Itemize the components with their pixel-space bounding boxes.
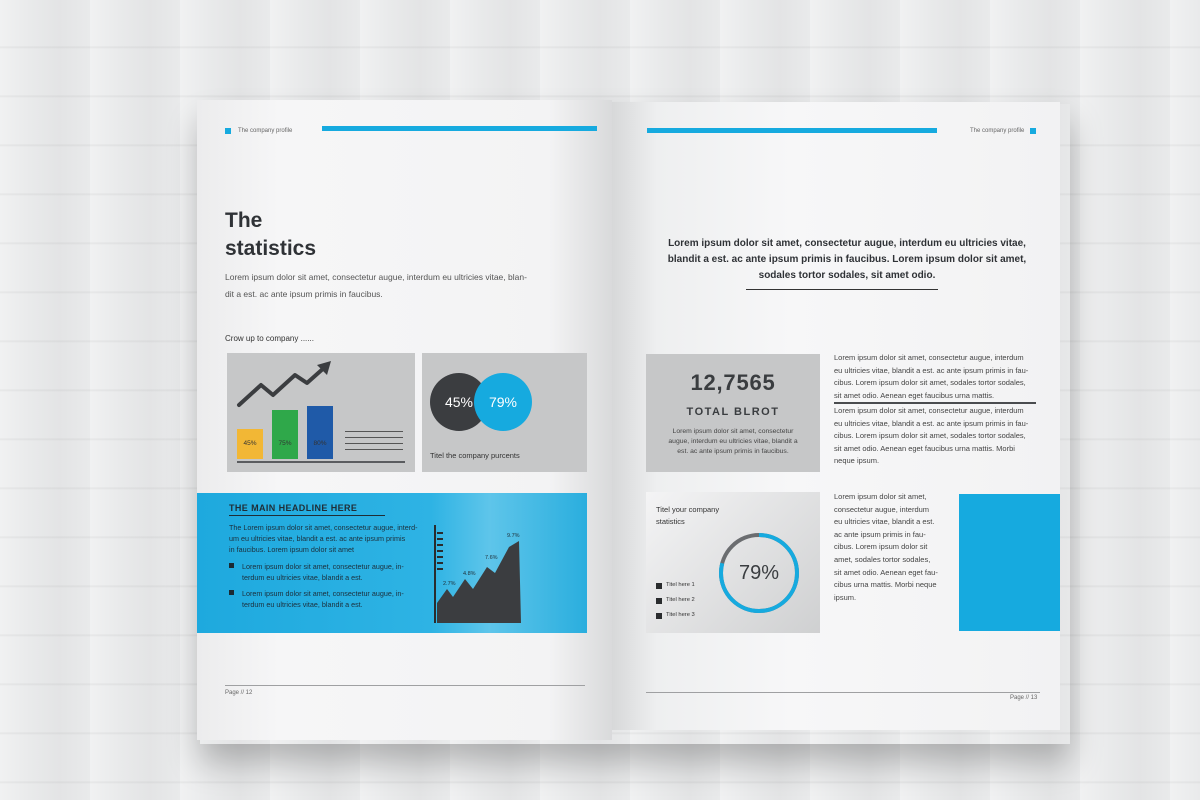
headline-body-1: The Lorem ipsum dolor sit amet, consectetur augue, interd- — [229, 523, 418, 532]
bar-label-3: 80% — [313, 440, 327, 447]
header-label: The company profile — [238, 128, 293, 134]
percent-panel — [422, 353, 587, 472]
para2 — [834, 405, 1039, 468]
header-bar — [322, 126, 597, 131]
stat-number: 12,7565 — [690, 370, 776, 395]
headline-body-2: um eu ultricies vitae, blandit a est. ac ante ipsum primis — [229, 534, 406, 543]
legend-item-2: Titel here 2 — [666, 597, 695, 603]
para1 — [834, 352, 1039, 402]
legend-square-icon — [656, 583, 662, 589]
donut-panel — [646, 492, 820, 633]
headline-underline — [229, 515, 385, 516]
header-bar — [647, 128, 937, 133]
header-marker — [1030, 128, 1036, 134]
para2-line: eu ultricies vitae, blandit a est. ac ante ipsum primis in fau- — [834, 418, 1029, 428]
headline-panel — [197, 493, 587, 633]
area-label-3: 7.6% — [485, 555, 498, 561]
bar-group — [237, 393, 347, 459]
header-marker — [225, 128, 231, 134]
circles-caption: Titel the company purcents — [430, 451, 520, 460]
para2-line: Lorem ipsum dolor sit amet, consectetur augue, interdum — [834, 406, 1024, 415]
quote-line1: Lorem ipsum dolor sit amet, consectetur augue, interdum eu ultricies vitae, — [668, 238, 1026, 249]
growth-label: Crow up to company ...... — [225, 334, 314, 343]
bar-navy — [307, 406, 333, 459]
footer-rule — [646, 692, 1040, 693]
page-title-line1: The — [225, 209, 263, 232]
legend-line-3 — [345, 443, 403, 444]
para1-line: sit amet odio. Aenean eget faucibus urna mattis. — [834, 390, 995, 400]
bar-chart-panel — [227, 353, 415, 472]
circle-45: 45% — [430, 373, 488, 431]
circle-79: 79% — [474, 373, 532, 431]
bullet-1-line2: terdum eu ultricies vitae, blandit a est. — [242, 573, 363, 582]
para3-line: sit amet odio. Aenean eget fau- — [834, 567, 938, 577]
stat-body-1: Lorem ipsum dolor sit amet, consectetur — [672, 428, 794, 435]
para3-line: ipsum. — [834, 592, 857, 602]
para3-line: consectetur augue, interdum — [834, 504, 930, 514]
legend-item-1: Titel here 1 — [666, 582, 695, 588]
donut-value: 79% — [738, 561, 780, 584]
area-chart — [429, 523, 531, 625]
blue-accent-block — [959, 494, 1060, 631]
quote-underline — [746, 289, 938, 290]
donut-title-2: statistics — [656, 517, 685, 526]
para2-line: cibus. Lorem ipsum dolor sit amet, sodales tortor sodales, — [834, 431, 1026, 441]
para3-line: Lorem ipsum dolor sit amet, — [834, 492, 927, 501]
bar-label-1: 45% — [243, 440, 257, 447]
page-number: Page // 13 — [1010, 695, 1038, 701]
chart-baseline — [237, 461, 405, 463]
right-page — [612, 102, 1060, 730]
footer-rule — [225, 685, 585, 686]
bullet-1-line1: Lorem ipsum dolor sit amet, consectetur augue, in- — [242, 562, 404, 571]
legend-line-4 — [345, 449, 403, 450]
legend-line-2 — [345, 437, 403, 438]
stat-body-3: est. ac ante ipsum primis in faucibus. — [677, 448, 789, 455]
area-label-1: 2.7% — [443, 581, 456, 587]
bullet-icon — [229, 563, 234, 568]
area-label-2: 4.8% — [463, 571, 476, 577]
bar-green — [272, 410, 298, 460]
para3-line: amet, sodales tortor sodales, — [834, 554, 931, 564]
headline-body-3: in faucibus. Lorem ipsum dolor sit amet — [229, 545, 355, 554]
left-page — [197, 100, 612, 740]
stat-panel — [646, 354, 820, 472]
bar-label-2: 75% — [278, 440, 292, 447]
bullet-icon — [229, 590, 234, 595]
para2-line: sit amet odio. Aenean eget faucibus urna mattis. Morbi — [834, 443, 1015, 453]
stat-label: TOTAL BLROT — [686, 406, 780, 418]
quote-line3: sodales tortor sodales, sit amet odio. — [758, 270, 936, 281]
area-label-4: 9.7% — [507, 533, 520, 539]
para1-line: eu ultricies vitae, blandit a est. ac ante ipsum primis in fau- — [834, 365, 1029, 375]
intro-line2: dit a est. ac ante ipsum primis in faucibus. — [225, 289, 383, 299]
legend-square-icon — [656, 598, 662, 604]
bullet-2-line1: Lorem ipsum dolor sit amet, consectetur augue, in- — [242, 589, 404, 598]
donut-title-1: Titel your company — [656, 505, 720, 514]
para3-line: eu ultricies vitae, blandit a est. — [834, 517, 935, 527]
intro-line1: Lorem ipsum dolor sit amet, consectetur augue, interdum eu ultricies vitae, blan- — [225, 272, 527, 282]
legend-line-1 — [345, 431, 403, 432]
bullet-2-line2: terdum eu ultricies vitae, blandit a est. — [242, 600, 363, 609]
para3-line: cibus. Lorem ipsum dolor sit — [834, 542, 928, 552]
headline-title: THE MAIN HEADLINE HERE — [229, 503, 358, 513]
page-title-line2: statistics — [225, 237, 317, 260]
quote-line2: blandit a est. ac ante ipsum primis in faucibus. Lorem ipsum dolor sit amet, — [667, 254, 1027, 265]
header-label: The company profile — [970, 128, 1025, 134]
bar-yellow — [237, 429, 263, 459]
legend-square-icon — [656, 613, 662, 619]
para1-line: Lorem ipsum dolor sit amet, consectetur augue, interdum — [834, 353, 1024, 362]
para3 — [834, 491, 954, 604]
page-number: Page // 12 — [225, 690, 253, 696]
legend-item-3: Titel here 3 — [666, 612, 695, 618]
para2-line: neque ipsum. — [834, 456, 880, 466]
para1-line: cibus. Lorem ipsum dolor sit amet, sodales tortor sodales, — [834, 378, 1026, 388]
para-divider — [834, 402, 1036, 404]
stat-body-2: augue, interdum eu ultricies vitae, blandit a — [668, 438, 798, 445]
para3-line: ac ante ipsum primis in fau- — [834, 529, 926, 539]
para3-line: cibus urna mattis. Morbi neque — [834, 580, 937, 590]
